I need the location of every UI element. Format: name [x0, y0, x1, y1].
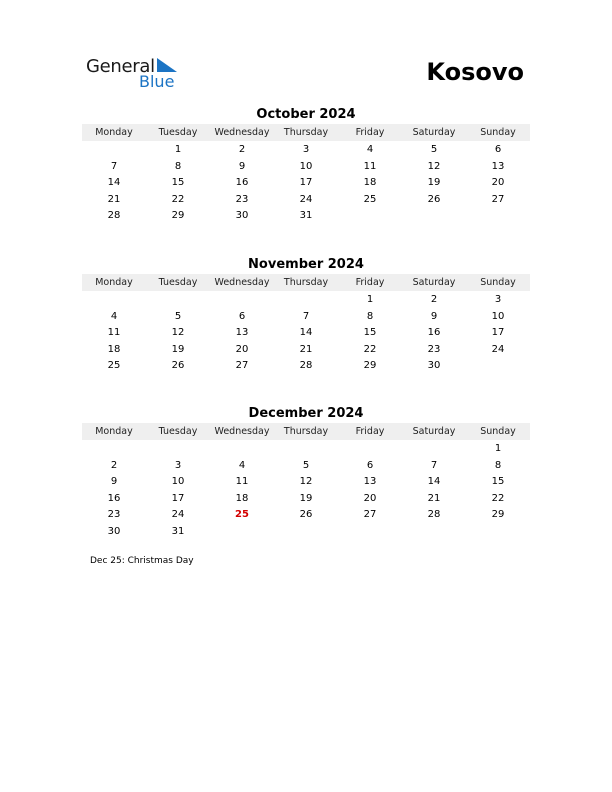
weekday-header: Saturday: [412, 426, 456, 437]
week-row: [82, 491, 530, 508]
day-cell: [274, 524, 338, 541]
day-cell: [338, 208, 402, 225]
day-cell: 30: [427, 360, 441, 372]
weekday-header-row: [82, 274, 530, 291]
day-cell: 14: [427, 476, 441, 488]
day-cell: 8: [494, 459, 502, 471]
day-cell: 7: [302, 310, 310, 322]
day-cell: 3: [494, 294, 502, 305]
day-cell: 15: [363, 327, 377, 339]
weekday-header: Wednesday: [214, 127, 270, 138]
weekday-header: Sunday: [480, 277, 516, 288]
weekday-header-row: [82, 423, 530, 440]
day-cell: 16: [107, 492, 121, 504]
weekday-header: Friday: [355, 277, 385, 288]
day-cell: [338, 441, 402, 458]
day-cell: 28: [427, 509, 441, 521]
day-cell: [466, 208, 530, 225]
day-cell: 5: [174, 310, 182, 322]
day-cell: 7: [430, 459, 438, 471]
week-row: [82, 208, 530, 225]
holiday-note: Dec 25: Christmas Day: [90, 556, 194, 566]
week-row: [82, 474, 530, 491]
day-cell: 8: [174, 160, 182, 172]
day-cell: 1: [366, 294, 374, 305]
country-title: Kosovo: [426, 58, 524, 86]
day-cell: 6: [238, 310, 246, 322]
day-cell: 22: [491, 492, 505, 504]
weekday-header: Monday: [95, 127, 133, 138]
week-row: [82, 524, 530, 541]
day-cell: 21: [427, 492, 441, 504]
weekday-header: Friday: [355, 426, 385, 437]
calendar-month-october: [82, 106, 530, 225]
day-cell: 2: [430, 294, 438, 305]
day-cell: [402, 208, 466, 225]
day-cell: 18: [235, 492, 249, 504]
weekday-header: Sunday: [480, 426, 516, 437]
day-cell: 14: [299, 327, 313, 339]
month-title: October 2024: [256, 107, 356, 122]
day-cell: 26: [299, 509, 313, 521]
day-cell: 10: [491, 310, 505, 322]
weekday-header: Tuesday: [158, 127, 198, 138]
day-cell: 7: [110, 160, 118, 172]
day-cell: 31: [171, 525, 185, 537]
day-cell: 6: [494, 144, 502, 155]
day-cell: [146, 441, 210, 458]
day-cell: 27: [363, 509, 377, 521]
day-cell: [146, 292, 210, 309]
week-row: [82, 192, 530, 209]
weekday-header: Monday: [95, 426, 133, 437]
day-cell: 9: [238, 160, 246, 172]
day-cell: 16: [235, 177, 249, 189]
day-cell: 23: [427, 343, 441, 355]
day-cell: 6: [366, 459, 374, 471]
day-cell: [210, 524, 274, 541]
weekday-header: Wednesday: [214, 426, 270, 437]
day-cell: 24: [299, 193, 313, 205]
day-cell: 13: [363, 476, 377, 488]
day-cell: 19: [427, 177, 441, 189]
day-cell: 14: [107, 177, 121, 189]
day-cell: 24: [491, 343, 505, 355]
weekday-header-row: [82, 124, 530, 141]
day-cell: 22: [171, 193, 185, 205]
logo-general-text: General: [86, 56, 155, 77]
day-cell: 12: [299, 476, 313, 488]
day-cell: [402, 441, 466, 458]
day-cell: 23: [107, 509, 121, 521]
day-cell: 1: [174, 144, 182, 155]
day-cell: 15: [491, 476, 505, 488]
day-cell: [82, 292, 146, 309]
day-cell: 1: [494, 443, 502, 454]
week-row: [82, 292, 530, 309]
day-cell: 30: [107, 525, 121, 537]
day-cell: 13: [235, 327, 249, 339]
day-cell: [274, 292, 338, 309]
day-cell: 16: [427, 327, 441, 339]
day-cell: 20: [363, 492, 377, 504]
weekday-header: Saturday: [412, 277, 456, 288]
weekday-header: Thursday: [283, 426, 329, 437]
day-cell: 11: [235, 476, 249, 488]
day-cell: 4: [238, 459, 246, 471]
week-row: [82, 358, 530, 375]
day-cell: [402, 524, 466, 541]
month-title: December 2024: [248, 406, 364, 421]
day-cell: 26: [427, 193, 441, 205]
day-cell: 21: [299, 343, 313, 355]
generalblue-logo: [86, 56, 186, 92]
day-cell: 19: [171, 343, 185, 355]
day-cell: 9: [110, 476, 118, 488]
day-cell: 13: [491, 160, 505, 172]
day-cell: [466, 524, 530, 541]
weekday-header: Tuesday: [158, 277, 198, 288]
week-row: [82, 342, 530, 359]
day-cell: 17: [299, 177, 313, 189]
day-cell: 5: [302, 459, 310, 471]
day-cell: 2: [110, 459, 118, 471]
calendar-month-november: [82, 256, 530, 375]
weekday-header: Wednesday: [214, 277, 270, 288]
weekday-header: Sunday: [480, 127, 516, 138]
day-cell: 9: [430, 310, 438, 322]
day-cell: 29: [363, 360, 377, 372]
day-cell: [338, 524, 402, 541]
day-cell: 8: [366, 310, 374, 322]
day-cell: 29: [491, 509, 505, 521]
month-title: November 2024: [248, 257, 364, 272]
day-cell: 29: [171, 210, 185, 222]
day-cell: 12: [171, 327, 185, 339]
day-cell: 23: [235, 193, 249, 205]
logo-blue-text: Blue: [139, 72, 175, 91]
week-row: [82, 507, 530, 524]
day-cell: 20: [235, 343, 249, 355]
day-cell: 26: [171, 360, 185, 372]
day-cell: 17: [171, 492, 185, 504]
day-cell: 28: [299, 360, 313, 372]
weekday-header: Thursday: [283, 277, 329, 288]
holiday-day-cell: 25: [235, 509, 249, 521]
day-cell: 21: [107, 193, 121, 205]
day-cell: 4: [366, 144, 374, 155]
day-cell: 28: [107, 210, 121, 222]
weekday-header: Thursday: [283, 127, 329, 138]
week-row: [82, 309, 530, 326]
day-cell: 27: [491, 193, 505, 205]
day-cell: 15: [171, 177, 185, 189]
day-cell: 3: [302, 144, 310, 155]
weekday-header: Friday: [355, 127, 385, 138]
week-row: [82, 175, 530, 192]
week-row: [82, 159, 530, 176]
day-cell: 27: [235, 360, 249, 372]
day-cell: 11: [107, 327, 121, 339]
week-row: [82, 441, 530, 458]
day-cell: 11: [363, 160, 377, 172]
day-cell: [274, 441, 338, 458]
day-cell: 18: [107, 343, 121, 355]
weekday-header: Monday: [95, 277, 133, 288]
day-cell: [210, 441, 274, 458]
day-cell: 25: [107, 360, 121, 372]
day-cell: 20: [491, 177, 505, 189]
weekday-header: Tuesday: [158, 426, 198, 437]
day-cell: 30: [235, 210, 249, 222]
day-cell: 4: [110, 310, 118, 322]
day-cell: 18: [363, 177, 377, 189]
day-cell: 10: [299, 160, 313, 172]
weekday-header: Saturday: [412, 127, 456, 138]
week-row: [82, 458, 530, 475]
day-cell: [82, 142, 146, 159]
day-cell: 5: [430, 144, 438, 155]
day-cell: 24: [171, 509, 185, 521]
day-cell: [82, 441, 146, 458]
day-cell: 2: [238, 144, 246, 155]
week-row: [82, 142, 530, 159]
day-cell: 12: [427, 160, 441, 172]
day-cell: 10: [171, 476, 185, 488]
day-cell: 31: [299, 210, 313, 222]
day-cell: [210, 292, 274, 309]
day-cell: 25: [363, 193, 377, 205]
calendar-month-december: [82, 405, 530, 541]
day-cell: 19: [299, 492, 313, 504]
day-cell: 3: [174, 459, 182, 471]
week-row: [82, 325, 530, 342]
day-cell: 17: [491, 327, 505, 339]
day-cell: 22: [363, 343, 377, 355]
day-cell: [466, 358, 530, 375]
